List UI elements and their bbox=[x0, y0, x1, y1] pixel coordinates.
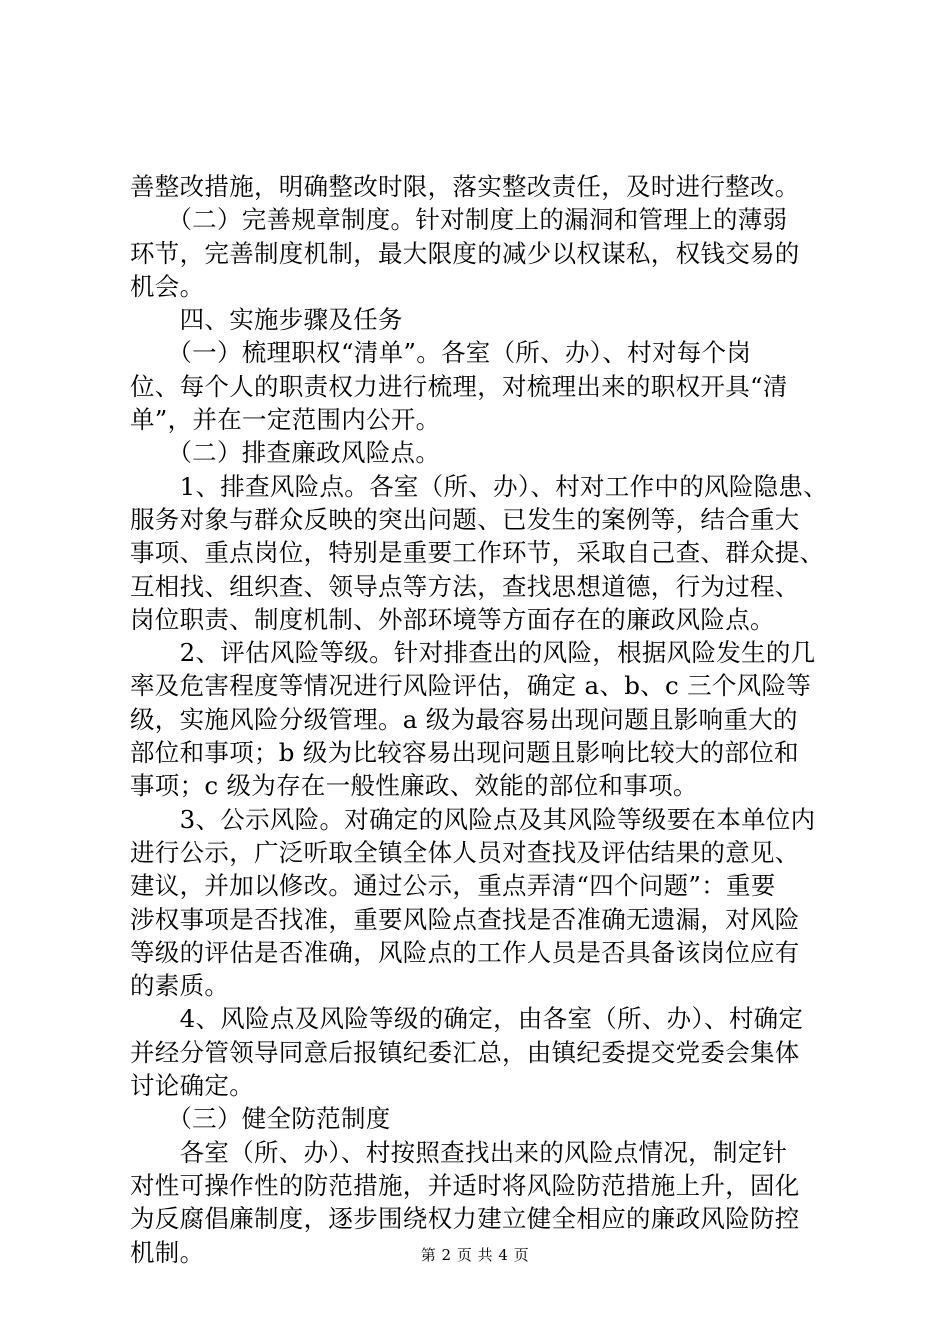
text-line: 讨论确定。 bbox=[130, 1071, 254, 1101]
list-item: 3、公示风险。对确定的风险点及其风险等级要在本单位内 bbox=[130, 804, 816, 834]
page-footer: 第 2 页 共 4 页 bbox=[420, 1246, 530, 1264]
text-line: 事项；c 级为存在一般性廉政、效能的部位和事项。 bbox=[130, 771, 698, 801]
text-line: 服务对象与群众反映的突出问题、已发生的案例等，结合重大 bbox=[130, 504, 800, 534]
text-line: 机制。 bbox=[130, 1237, 205, 1267]
section-heading: 四、实施步骤及任务 bbox=[130, 305, 403, 335]
subsection-heading: （三）健全防范制度 bbox=[130, 1104, 391, 1134]
text-line: （二）完善规章制度。针对制度上的漏洞和管理上的薄弱 bbox=[130, 205, 788, 235]
text-line: 岗位职责、制度机制、外部环境等方面存在的廉政风险点。 bbox=[130, 604, 775, 634]
text-line: 位、每个人的职责权力进行梳理，对梳理出来的职权开具“清 bbox=[130, 371, 788, 401]
text-line: 善整改措施，明确整改时限，落实整改责任，及时进行整改。 bbox=[130, 172, 800, 201]
list-item: 2、评估风险等级。针对排查出的风险，根据风险发生的几 bbox=[130, 638, 816, 668]
list-item: 4、风险点及风险等级的确定，由各室（所、办）、村确定 bbox=[130, 1004, 804, 1034]
text-line: 互相找、组织查、领导点等方法，查找思想道德，行为过程、 bbox=[130, 571, 800, 601]
text-line: 进行公示，广泛听取全镇全体人员对查找及评估结果的意见、 bbox=[130, 837, 800, 867]
text-line: 为反腐倡廉制度，逐步围绕权力建立健全相应的廉政风险防控 bbox=[130, 1204, 800, 1234]
text-line: 机会。 bbox=[130, 271, 205, 301]
text-line: 率及危害程度等情况进行风险评估，确定 a、b、c 三个风险等 bbox=[130, 671, 812, 701]
text-line: 环节，完善制度机制，最大限度的减少以权谋私，权钱交易的 bbox=[130, 238, 800, 268]
subsection-heading: （二）排查廉政风险点。 bbox=[130, 438, 441, 468]
text-line: 事项、重点岗位，特别是重要工作环节，采取自己查、群众提、 bbox=[130, 538, 825, 568]
document-body bbox=[130, 170, 830, 1269]
subsection-heading: （一）梳理职权“清单”。各室（所、办）、村对每个岗 bbox=[130, 338, 752, 368]
text-line: 对性可操作性的防范措施，并适时将风险防范措施上升，固化 bbox=[130, 1170, 800, 1200]
text-line: 单”，并在一定范围内公开。 bbox=[130, 405, 441, 435]
text-line: 等级的评估是否准确，风险点的工作人员是否具备该岗位应有 bbox=[130, 937, 800, 967]
text-line: 各室（所、办）、村按照查找出来的风险点情况，制定针 bbox=[130, 1137, 788, 1167]
text-line: 级，实施风险分级管理。a 级为最容易出现问题且影响重大的 bbox=[130, 704, 798, 734]
list-item: 1、排查风险点。各室（所、办）、村对工作中的风险隐患、 bbox=[130, 471, 829, 501]
text-line: 的素质。 bbox=[130, 971, 230, 1001]
text-line: 涉权事项是否找准，重要风险点查找是否准确无遗漏，对风险 bbox=[130, 904, 800, 934]
text-line: 建议，并加以修改。通过公示，重点弄清“四个问题”：重要 bbox=[130, 871, 776, 901]
text-line: 部位和事项；b 级为比较容易出现问题且影响比较大的部位和 bbox=[130, 738, 799, 768]
text-line: 并经分管领导同意后报镇纪委汇总，由镇纪委提交党委会集体 bbox=[130, 1037, 800, 1067]
